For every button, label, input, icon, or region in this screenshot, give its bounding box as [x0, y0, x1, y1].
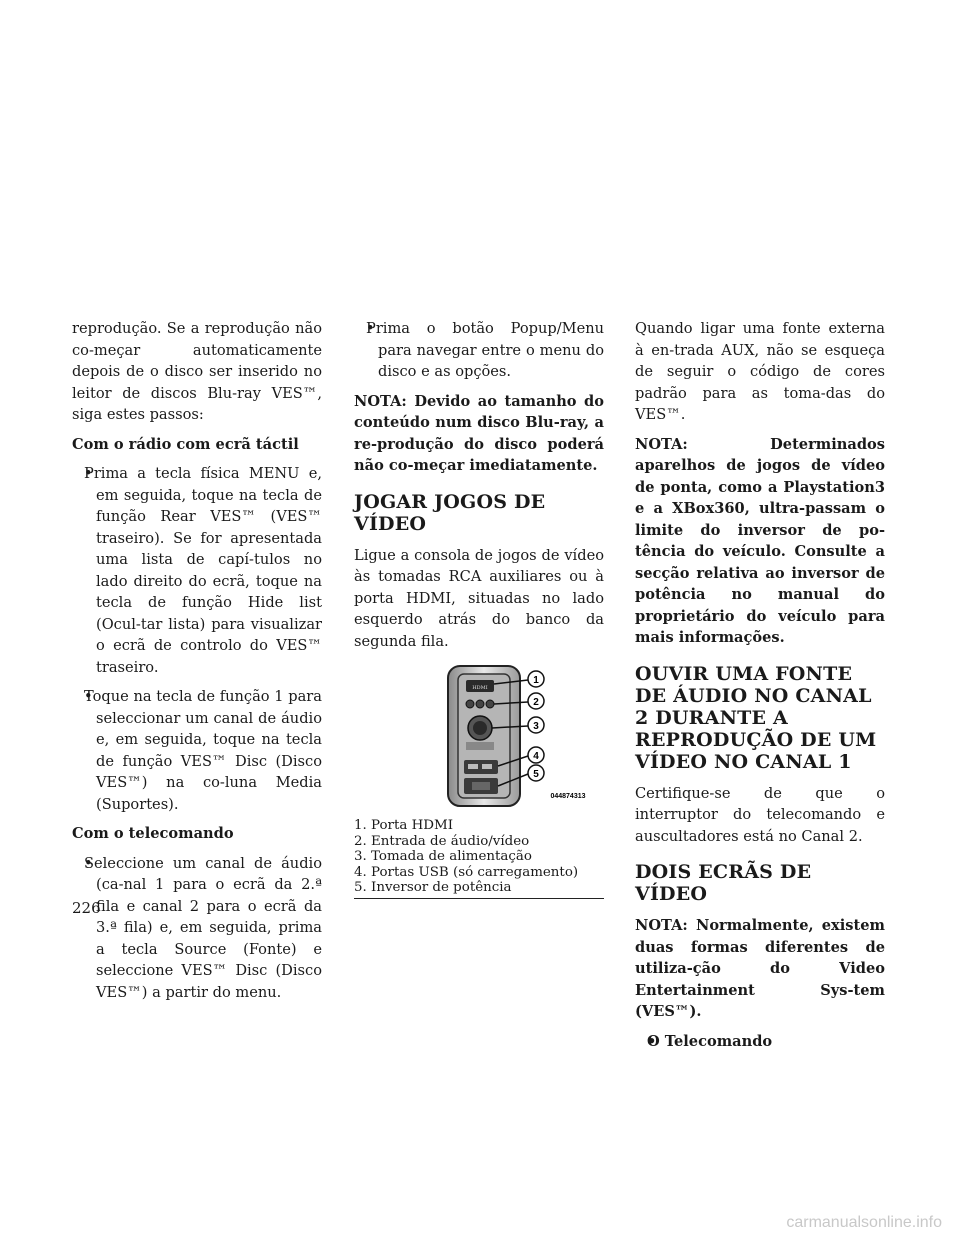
list-item: • Prima a tecla física MENU e, em seguida, toque na tecla de função Rear VES™ (VES™ traseiro). Se for apresentada uma lista de capí-tulos no lado direito do ecrã, toque na tecla de função Hide list (Ocul-tar lista) para visualizar o ecrã de controlo do VES™ traseiro. [72, 463, 322, 678]
callout-2: 2 [533, 697, 539, 708]
paragraph: Quando ligar uma fonte externa à en-trada AUX, não se esqueça de seguir o código de cores padrão para as toma-das do VES™. [635, 320, 885, 423]
legend-item: 4. Portas USB (só carregamento) [354, 864, 579, 880]
steps-list-remote [72, 853, 322, 1004]
paragraph: Certifique-se de que o interruptor do telecomando e auscultadores está no Canal 2. [635, 784, 885, 845]
list-item: • Prima o botão Popup/Menu para navegar entre o menu do disco e as opções. [354, 318, 604, 383]
column-2 [354, 318, 604, 899]
note-bluray: NOTA: Devido ao tamanho do conteúdo num disco Blu-ray, a re-produção do disco poderá não co-meçar imediatamente. [354, 392, 604, 474]
section-heading-video-games: JOGAR JOGOS DE VÍDEO [354, 490, 546, 535]
callout-3: 3 [533, 721, 539, 732]
connector-panel-figure [354, 662, 604, 812]
steps-list-popup [354, 318, 604, 383]
section-heading-two-screens: DOIS ECRÃS DE VÍDEO [635, 861, 812, 905]
legend-item: 2. Entrada de áudio/vídeo [354, 833, 530, 849]
callout-5: 5 [533, 769, 539, 780]
watermark: carmanualsonline.info [786, 1214, 942, 1231]
connector-panel-illustration [354, 662, 604, 812]
callout-1: 1 [533, 675, 539, 686]
usage-list [635, 1031, 885, 1053]
column-1 [72, 318, 322, 1011]
paragraph: reprodução. Se a reprodução não co-meçar automaticamente depois de o disco ser inserido no leitor de discos Blu-ray VES™, siga estes passos: [72, 320, 322, 423]
column-3 [635, 318, 885, 1060]
list-item: • O Telecomando [635, 1031, 885, 1053]
list-item: • Seleccione um canal de áudio (ca-nal 1 para o ecrã da 2.ª fila e canal 2 para o ecrã da 3.ª fila) e, em seguida, prima a tecla Source (Fonte) e seleccione VES™ Disc (Disco VES™) a partir do menu. [72, 853, 322, 1004]
legend-item: 1. Porta HDMI [354, 818, 453, 833]
figure-legend [354, 818, 604, 899]
callout-4: 4 [533, 751, 539, 762]
subheading-remote: Com o telecomando [72, 825, 234, 842]
section-heading-audio-channel-2: OUVIR UMA FONTE DE ÁUDIO NO CANAL 2 DURANTE A REPRODUÇÃO DE UM VÍDEO NO CANAL 1 [635, 662, 877, 773]
steps-list-touchscreen [72, 463, 322, 815]
hdmi-label: HDMI [472, 685, 488, 691]
note-ves-usage: NOTA: Normalmente, existem duas formas diferentes de utiliza-ção do Video Entertainment Sys-tem (VES™). [635, 917, 885, 1020]
subheading-touchscreen: Com o rádio com ecrã táctil [72, 435, 299, 453]
list-item: • Toque na tecla de função 1 para seleccionar um canal de áudio e, em seguida, toque na tecla de função VES™ Disc (Disco VES™) na co-luna Media (Suportes). [72, 686, 322, 815]
note-power-inverter: NOTA: Determinados aparelhos de jogos de vídeo de ponta, como a Playstation3 e a XBox360, ultra-passam o limite do inversor de po-tência do veículo. Consulte a secção relativa ao inversor de potência no manual do proprietário do veículo para mais informações. [635, 435, 885, 646]
legend-item: 5. Inversor de potência [354, 880, 512, 895]
page-number: 226 [72, 899, 101, 917]
paragraph: Ligue a consola de jogos de vídeo às tomadas RCA auxiliares ou à porta HDMI, situadas no lado esquerdo atrás do banco da segunda fila. [354, 546, 604, 650]
figure-code: 044874313 [550, 793, 586, 800]
legend-item: 3. Tomada de alimentação [354, 849, 532, 864]
